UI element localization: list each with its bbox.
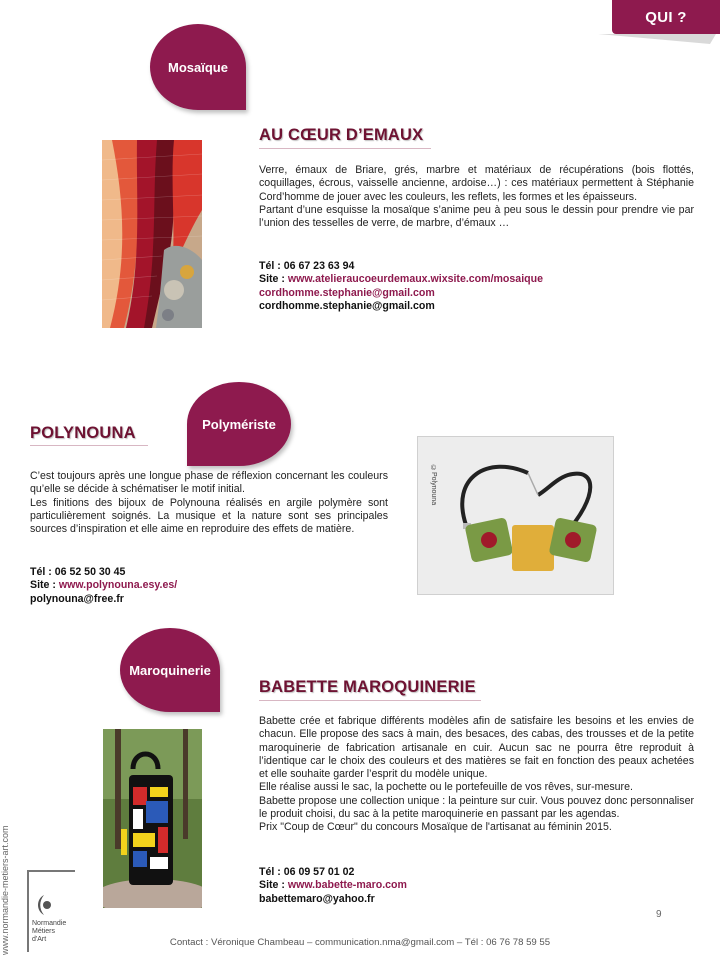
badge-label: Polymériste bbox=[202, 416, 276, 432]
logo-mark-icon bbox=[33, 893, 55, 917]
badge-polymeriste bbox=[187, 382, 291, 466]
side-url[interactable]: www.normandie-metiers-art.com bbox=[0, 825, 10, 955]
section-title: POLYNOUNA bbox=[30, 424, 136, 442]
qui-tab[interactable] bbox=[612, 0, 720, 34]
site-line bbox=[259, 879, 407, 892]
section-description bbox=[259, 715, 694, 835]
title-underline bbox=[259, 148, 431, 149]
paragraph: Elle réalise aussi le sac, la pochette ou le portefeuille de vos rêves, sur-mesure. bbox=[259, 781, 633, 794]
phone: Tél : 06 52 50 30 45 bbox=[30, 566, 126, 578]
email: polynouna@free.fr bbox=[30, 592, 124, 605]
logo-line: d'Art bbox=[32, 936, 47, 943]
contact-block bbox=[30, 566, 177, 606]
logo-line: Normandie bbox=[32, 920, 67, 927]
bag-photo bbox=[103, 729, 202, 908]
site-link[interactable]: www.babette-maro.com bbox=[287, 879, 407, 892]
site-label: Site : bbox=[259, 879, 288, 892]
page-number: 9 bbox=[656, 909, 662, 920]
section-title: BABETTE MAROQUINERIE bbox=[259, 678, 476, 696]
site-line bbox=[259, 273, 543, 286]
site-line bbox=[30, 579, 177, 592]
paragraph: Babette propose une collection unique : la peinture sur cuir. Vous pouvez donc personnaliser le produit choisi, du sac à la petite maroquinerie en passant par les agendas. bbox=[259, 794, 694, 821]
photo-watermark: ©Polynouna bbox=[430, 465, 437, 506]
logo-line: Métiers bbox=[32, 928, 55, 935]
mosaic-photo bbox=[102, 140, 202, 328]
badge-label: Mosaïque bbox=[168, 59, 228, 75]
paragraph: Partant d’une esquisse la mosaïque s’anime peu à peu sous le dessin pour prendre vie par l’union des tesselles de verre, de marbre, d’émaux … bbox=[259, 203, 694, 230]
title-underline bbox=[259, 700, 481, 701]
contact-block bbox=[259, 866, 407, 906]
title-underline bbox=[30, 445, 148, 446]
site-link[interactable]: www.atelieraucoeurdemaux.wixsite.com/mosaique bbox=[287, 273, 543, 286]
site-label: Site : bbox=[259, 273, 288, 286]
paragraph: Babette crée et fabrique différents modèles afin de satisfaire les besoins et les envies de chacun. Elle propose des sacs à main, des besaces, des cabas, des trousses et de la petite maroquinerie de fabrication artisanale en cuir. Aucun sac ne pourra être reproduit à l’identique car le choix des couleurs et des matières se fait en fonction des peaux achetées et elle souhaite garder l’esprit du modèle unique. bbox=[259, 715, 694, 781]
footer-contact: Contact : Véronique Chambeau – communication.nma@gmail.com – Tél : 06 76 78 59 55 bbox=[169, 937, 551, 948]
site-link[interactable]: www.polynouna.esy.es/ bbox=[58, 579, 178, 592]
email: babettemaro@yahoo.fr bbox=[259, 892, 375, 905]
badge-mosaique bbox=[150, 24, 246, 110]
phone: Tél : 06 09 57 01 02 bbox=[259, 866, 355, 878]
section-description bbox=[30, 470, 388, 536]
section-title: AU CŒUR D’EMAUX bbox=[259, 126, 424, 144]
contact-block bbox=[259, 260, 543, 313]
email: cordhomme.stephanie@gmail.com bbox=[259, 299, 435, 312]
paragraph: Verre, émaux de Briare, grés, marbre et matériaux de récupérations (bois flottés, coquillages, écrous, vaisselle ancienne, ardoise…) : ces matériaux permettent à Stéphanie Cord’homme de jouer avec les couleurs, les reflets, les formes et les épaisseurs. bbox=[259, 164, 694, 203]
paragraph: Prix "Coup de Cœur" du concours Mosaïque de l'artisanat au féminin 2015. bbox=[259, 821, 612, 834]
logo-text bbox=[32, 920, 66, 944]
qui-tab-label: QUI ? bbox=[645, 8, 687, 26]
badge-maroquinerie bbox=[120, 628, 220, 712]
paragraph: Les finitions des bijoux de Polynouna réalisés en argile polymère sont particulièrement soignés. La musique et la nature sont ses principales sources d’inspiration et elle aime en reproduire des effets de matière. bbox=[30, 496, 388, 536]
necklace-photo bbox=[417, 436, 614, 595]
section-description bbox=[259, 164, 694, 230]
email-link[interactable]: cordhomme.stephanie@gmail.com bbox=[259, 286, 435, 299]
tab-shadow bbox=[598, 34, 716, 44]
phone: Tél : 06 67 23 63 94 bbox=[259, 260, 355, 272]
badge-label: Maroquinerie bbox=[129, 662, 211, 678]
paragraph: C’est toujours après une longue phase de réflexion concernant les couleurs qu’elle se décide à schématiser le motif initial. bbox=[30, 470, 388, 496]
site-label: Site : bbox=[30, 579, 59, 592]
